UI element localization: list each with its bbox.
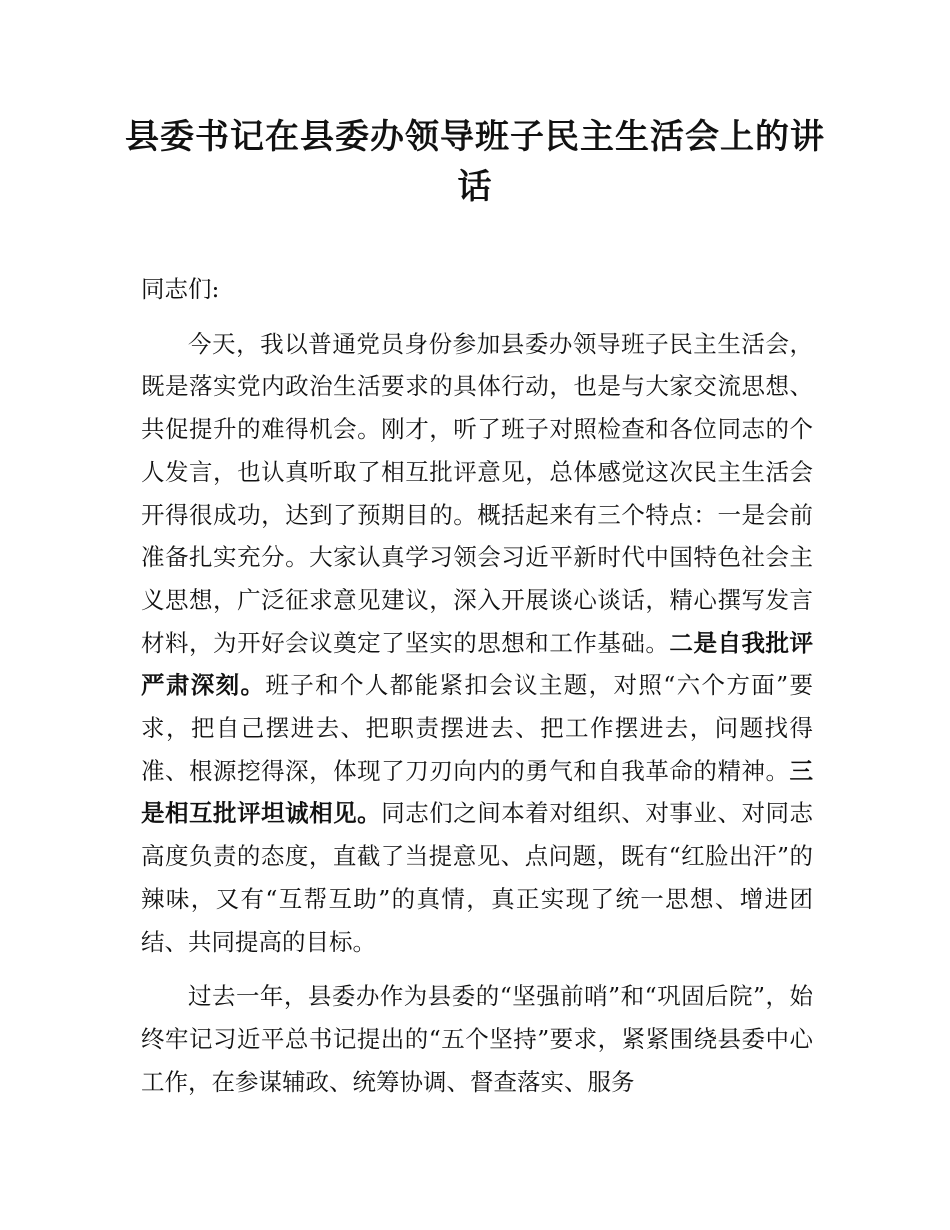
bold-highlight-2: 二是自我批评严肃深刻。: [141, 628, 814, 700]
paragraph-text: 同志们之间本着对组织、对事业、对同志高度负责的态度，直截了当提意见、点问题，既有“红脸出汗”的辣味，又有“互帮互助”的真情，真正实现了统一思想、增进团结、共同提高的目标。: [141, 799, 814, 956]
paragraph-1: [141, 323, 813, 964]
paragraph-2: [141, 975, 813, 1103]
bold-highlight-3: 三是相互批评坦诚相见。: [141, 756, 813, 828]
paragraph-text: 班子和个人都能紧扣会议主题，对照“六个方面”要求，把自己摆进去、把职责摆进去、把工作摆进去，问题找得准、根源挖得深，体现了刀刃向内的勇气和自我革命的精神。: [141, 671, 814, 785]
paragraph-text: 过去一年，县委办作为县委的“坚强前哨”和“巩固后院”，始终牢记习近平总书记提出的“五个坚持”要求，紧紧围绕县委中心工作，在参谋辅政、统筹协调、督查落实、服务: [141, 982, 813, 1096]
paragraph-text: 今天，我以普通党员身份参加县委办领导班子民主生活会，既是落实党内政治生活要求的具体行动，也是与大家交流思想、共促提升的难得机会。刚才，听了班子对照检查和各位同志的个人发言，也认真听取了相互批评意见，总体感觉这次民主生活会开得很成功，达到了预期目的。概括起来有三个特点：一是会前准备扎实充分。大家认真学习领会习近平新时代中国特色社会主义思想，广泛征求意见建议，深入开展谈心谈话，精心撰写发言材料，为开好会议奠定了坚实的思想和工作基础。: [141, 329, 813, 657]
salutation: 同志们:: [141, 275, 220, 303]
document-title: 县委书记在县委办领导班子民主生活会上的讲话: [125, 117, 825, 207]
document-body: [141, 268, 813, 1115]
